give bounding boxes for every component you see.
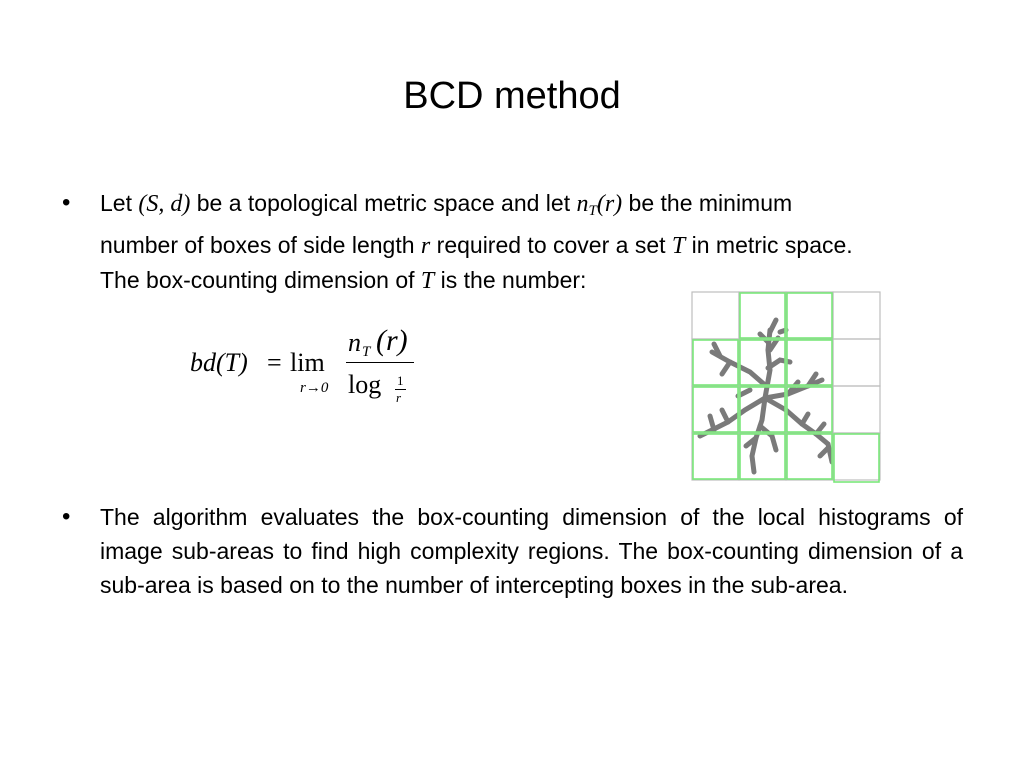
- text-run: Let: [100, 190, 139, 216]
- math-r-arg: (r): [596, 191, 623, 217]
- math-subscript-t: T: [588, 203, 597, 219]
- bullet-1-line-1: [100, 186, 853, 228]
- text-run: in metric space.: [685, 232, 853, 258]
- math-t: T: [671, 233, 686, 259]
- bullet-1-line-2: [100, 228, 853, 263]
- math-t: T: [420, 268, 435, 294]
- bullet-dot: •: [62, 189, 71, 216]
- bullet-2-text: The algorithm evaluates the box-counting dimension of the local histograms of image sub-areas to find high complexity regions. The box-counting dimension of a sub-area is based on to the number of intercepting boxes in the sub-area.: [100, 504, 963, 598]
- slide-title: BCD method: [403, 75, 621, 117]
- formula-lim-subscript: r→0: [300, 380, 329, 396]
- text-run: The box-counting dimension of: [100, 267, 421, 293]
- formula-numerator-arg: (r): [376, 324, 408, 357]
- formula-numerator-subscript: T: [362, 344, 371, 360]
- formula-lim: lim: [290, 348, 325, 377]
- text-run: be the minimum: [622, 190, 793, 216]
- formula-numerator-n: n: [348, 328, 361, 357]
- formula-inner-numerator: 1: [397, 373, 404, 388]
- text-run: is the number:: [434, 267, 587, 293]
- bullet-dot: •: [62, 503, 71, 530]
- math-n: n: [576, 191, 589, 217]
- box-counting-formula: [190, 322, 430, 414]
- grid-cells: [692, 292, 880, 480]
- text-run: be a topological metric space and let: [190, 190, 577, 216]
- box-counting-figure: [690, 290, 888, 486]
- math-r: r: [420, 233, 431, 259]
- bullet-1-text: [100, 186, 853, 298]
- math-space: (S, d): [138, 191, 191, 217]
- text-run: required to cover a set: [430, 232, 672, 258]
- formula-fraction-bar: [346, 362, 414, 363]
- fractal-shape: [700, 320, 832, 472]
- formula-denominator-log: log: [348, 370, 382, 399]
- formula-equals: =: [267, 348, 282, 377]
- formula-lhs: bd(T): [190, 348, 248, 377]
- formula-inner-denominator: r: [396, 390, 402, 405]
- text-run: number of boxes of side length: [100, 232, 421, 258]
